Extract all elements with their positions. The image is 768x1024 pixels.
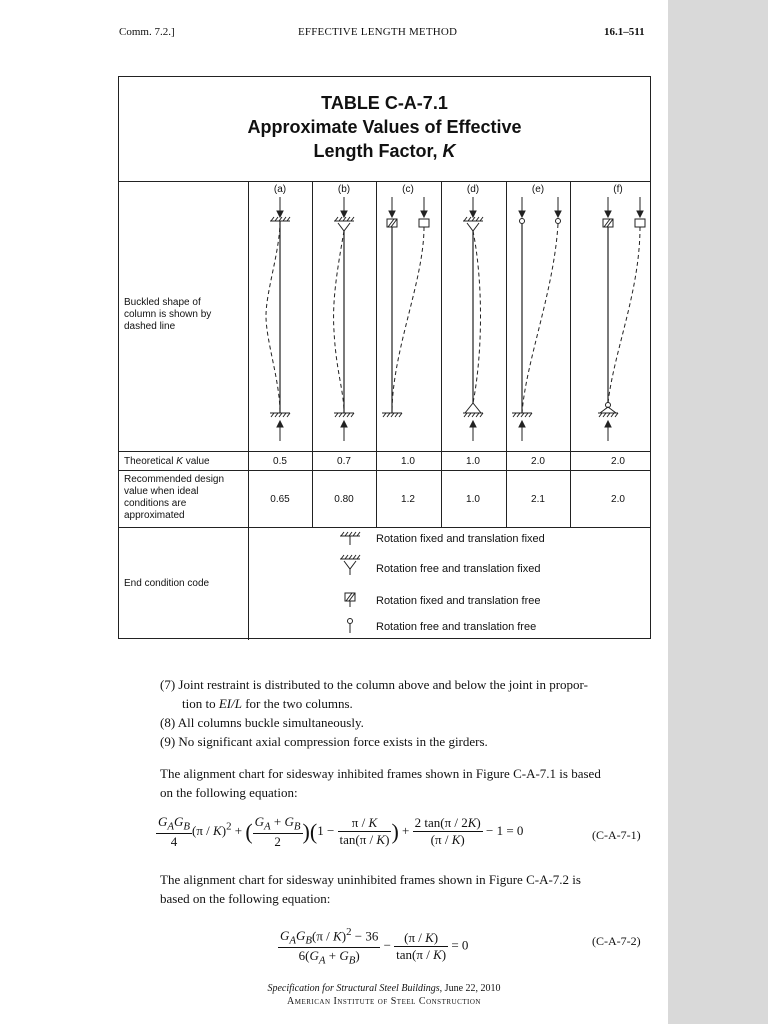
- paragraph-sidesway-inhibited: The alignment chart for sidesway inhibited frames shown in Figure C-A-7.1 is based on the following equation:: [160, 766, 601, 800]
- header-section-ref: Comm. 7.2.]: [119, 26, 175, 38]
- theoretical-k-c: 1.0: [401, 456, 415, 467]
- paragraph-sidesway-uninhibited: The alignment chart for sidesway uninhibited frames shown in Figure C-A-7.2 is based on the following equation:: [160, 872, 581, 906]
- row-label-end-condition: End condition code: [124, 578, 210, 589]
- right-margin-bar: [668, 0, 768, 1024]
- equation-c-a-7-1: $\frac{G_AG_B}{4}$ (π / K)$^2$ + ( $\frac{G_A + G_B}{2}$ )(1 − $\frac{\pi / K}{\tan(\pi / K)}$ ) + $\frac{2 \tan(\pi / 2K)}{(\pi / K)}$ − 1 = 0: [158, 814, 524, 849]
- sliding-fixed-symbol-icon: [345, 593, 355, 607]
- diagram-e: [512, 197, 561, 441]
- effective-length-table: [118, 76, 651, 639]
- list-item-9: (9) No significant axial compression force exists in the girders.: [160, 734, 488, 749]
- recommended-k-b: 0.80: [334, 494, 354, 505]
- diagram-c: [382, 197, 429, 417]
- footer-publisher: American Institute of Steel Construction: [287, 996, 481, 1007]
- buckled-shape-diagrams: [248, 191, 650, 451]
- divider: [119, 527, 650, 528]
- recommended-k-d: 1.0: [466, 494, 480, 505]
- end-condition-symbols: [335, 529, 365, 637]
- theoretical-k-e: 2.0: [531, 456, 545, 467]
- recommended-k-f: 2.0: [611, 494, 625, 505]
- list-item-7: (7) Joint restraint is distributed to the column above and below the joint in propor- tion to EI/L for the two columns.: [160, 677, 588, 711]
- column-label-e: (e): [531, 184, 545, 195]
- end-code-1: Rotation fixed and translation fixed: [376, 533, 545, 545]
- recommended-k-c: 1.2: [401, 494, 415, 505]
- recommended-k-e: 2.1: [531, 494, 545, 505]
- end-code-3: Rotation fixed and translation free: [376, 595, 541, 607]
- table-title-line2: Approximate Values of Effective: [247, 117, 522, 137]
- header-page-number: 16.1–511: [604, 26, 645, 38]
- header-title: EFFECTIVE LENGTH METHOD: [298, 26, 458, 38]
- equation-label-2: (C-A-7-2): [592, 934, 641, 948]
- equation-label-1: (C-A-7-1): [592, 828, 641, 842]
- pin-symbol-icon: [340, 555, 360, 575]
- end-code-2: Rotation free and translation fixed: [376, 563, 541, 575]
- theoretical-k-b: 0.7: [337, 456, 351, 467]
- column-label-a: (a): [273, 184, 287, 195]
- end-code-4: Rotation free and translation free: [376, 621, 537, 633]
- recommended-k-a: 0.65: [270, 494, 290, 505]
- diagram-d: [463, 197, 483, 441]
- row-label-recommended: Recommended design value when ideal conditions are approximated: [124, 474, 225, 521]
- fixed-fixed-symbol-icon: [340, 532, 360, 545]
- theoretical-k-d: 1.0: [466, 456, 480, 467]
- free-end-symbol-icon: [348, 619, 353, 634]
- theoretical-k-a: 0.5: [273, 456, 287, 467]
- column-label-f: (f): [613, 184, 623, 195]
- table-title-line3: Length Factor, K: [313, 141, 456, 161]
- column-label-b: (b): [337, 184, 351, 195]
- column-label-d: (d): [466, 184, 480, 195]
- row-label-theoretical-k: Theoretical K value: [124, 456, 210, 467]
- diagram-b: [334, 197, 354, 441]
- diagram-f: [598, 197, 645, 441]
- footer-spec-title: Specification for Structural Steel Buildings, June 22, 2010: [267, 983, 501, 994]
- theoretical-k-f: 2.0: [611, 456, 625, 467]
- diagram-a: [266, 197, 290, 441]
- equation-c-a-7-2: $\frac{G_AG_B(\pi / K)^2 - 36}{6(G_A + G_B)}$ − $\frac{(\pi / K)}{\tan(\pi / K)}$ = 0: [280, 926, 469, 967]
- table-title: [119, 91, 650, 163]
- table-title-line1: TABLE C-A-7.1: [321, 93, 448, 113]
- row-label-buckled-shape: Buckled shape of column is shown by dashed line: [124, 297, 212, 332]
- column-label-c: (c): [402, 184, 414, 195]
- list-item-8: (8) All columns buckle simultaneously.: [160, 715, 364, 730]
